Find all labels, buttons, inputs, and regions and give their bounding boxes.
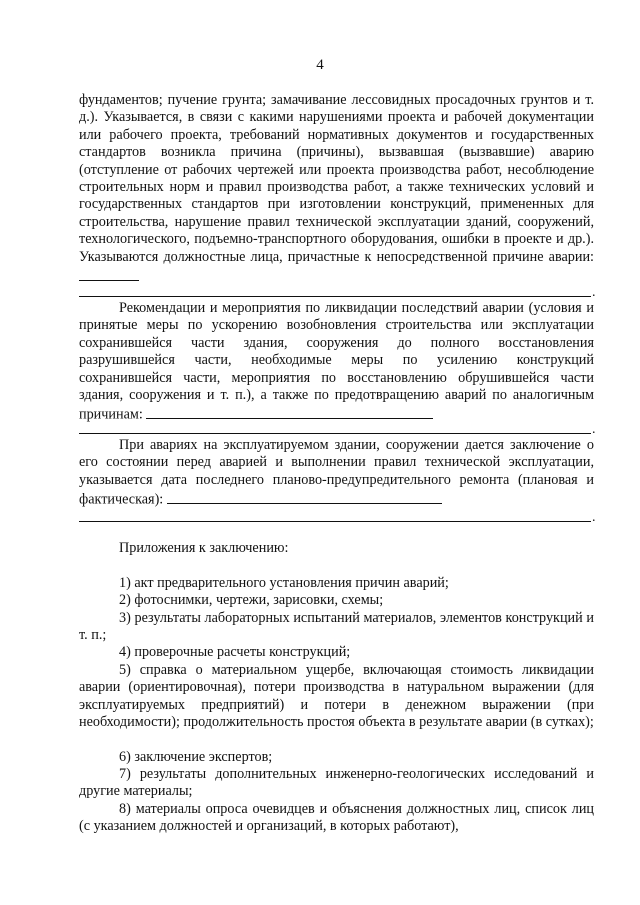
list-item: 2) фотоснимки, чертежи, зарисовки, схемы;	[119, 592, 384, 608]
paragraph-text: При авариях на эксплуатируемом здании, сооружении дается заключение о его состоянии перед аварией и выполнении правил технической эксплуатации, указывается дата последнего планово-предупредительного ремонта (плановая и фактическая):	[79, 437, 594, 508]
line-end-dot: .	[592, 422, 596, 437]
paragraph-text: Рекомендации и мероприятия по ликвидации последствий аварии (условия и принятые меры по ускорению возобновления строительства или эксплуатации сохранившейся части здания, сооружения до полного восстановления разрушившейся части, необходимые меры по усилению конструкций сохранившейся части, мероприятия по восстановлению обрушившейся части здания, сооружения и т. п.), а также по предотвращению аварий по аналогичным причинам:	[79, 300, 594, 423]
paragraph-text: фундаментов; пучение грунта; замачивание лессовидных просадочных грунтов и т. д.). Указывается, в связи с какими нарушениями проекта и рабочей документации или рабочего проекта, требований нормативных документов и государственных стандартов возникла причина (причины), вызвавшая (вызвавшие) аварию (отступление от рабочих чертежей или проекта производства работ, несоблюдение строительных норм и правил производства работ, а также технических условий и государственных стандартов при изготовлении конструкций, примененных для строительства, нарушение правил технической эксплуатации зданий, сооружений, технологического, подъемно-транспортного оборудования, ошибки в проекте и др.). Указываются должностные лица, причастные к непосредственной причине аварии:	[79, 92, 594, 265]
paragraph-recommendations	[79, 300, 594, 424]
blank-fill-line	[79, 266, 139, 280]
paragraph-exploitation	[79, 437, 594, 509]
line-end-dot: .	[592, 285, 596, 300]
blank-line	[79, 296, 591, 297]
line-end-dot: .	[592, 510, 596, 525]
paragraph-cause-description	[79, 92, 594, 286]
list-item: 8) материалы опроса очевидцев и объяснения должностных лиц, список лиц (с указанием должностей и организаций, в которых работают),	[79, 801, 594, 835]
list-item: 3) результаты лабораторных испытаний материалов, элементов конструкций и т. п.;	[79, 610, 594, 644]
list-item: 6) заключение экспертов;	[119, 749, 273, 765]
page-number: 4	[316, 57, 324, 73]
list-item: 4) проверочные расчеты конструкций;	[119, 644, 351, 660]
list-item: 7) результаты дополнительных инженерно-геологических исследований и другие материалы;	[79, 766, 594, 800]
blank-line	[79, 433, 591, 434]
attachments-heading: Приложения к заключению:	[119, 540, 289, 556]
blank-line	[79, 521, 591, 522]
list-item: 1) акт предварительного установления причин аварий;	[119, 575, 449, 591]
blank-fill-line	[146, 404, 433, 418]
list-item: 5) справка о материальном ущербе, включающая стоимость ликвидации аварии (ориентировочная), потери производства в натуральном выражении (для эксплуатируемых предприятий) и потери в денежном выражении (при необходимости); продолжительность простоя объекта в результате аварии (в сутках);	[79, 662, 594, 731]
blank-fill-line	[167, 489, 442, 503]
